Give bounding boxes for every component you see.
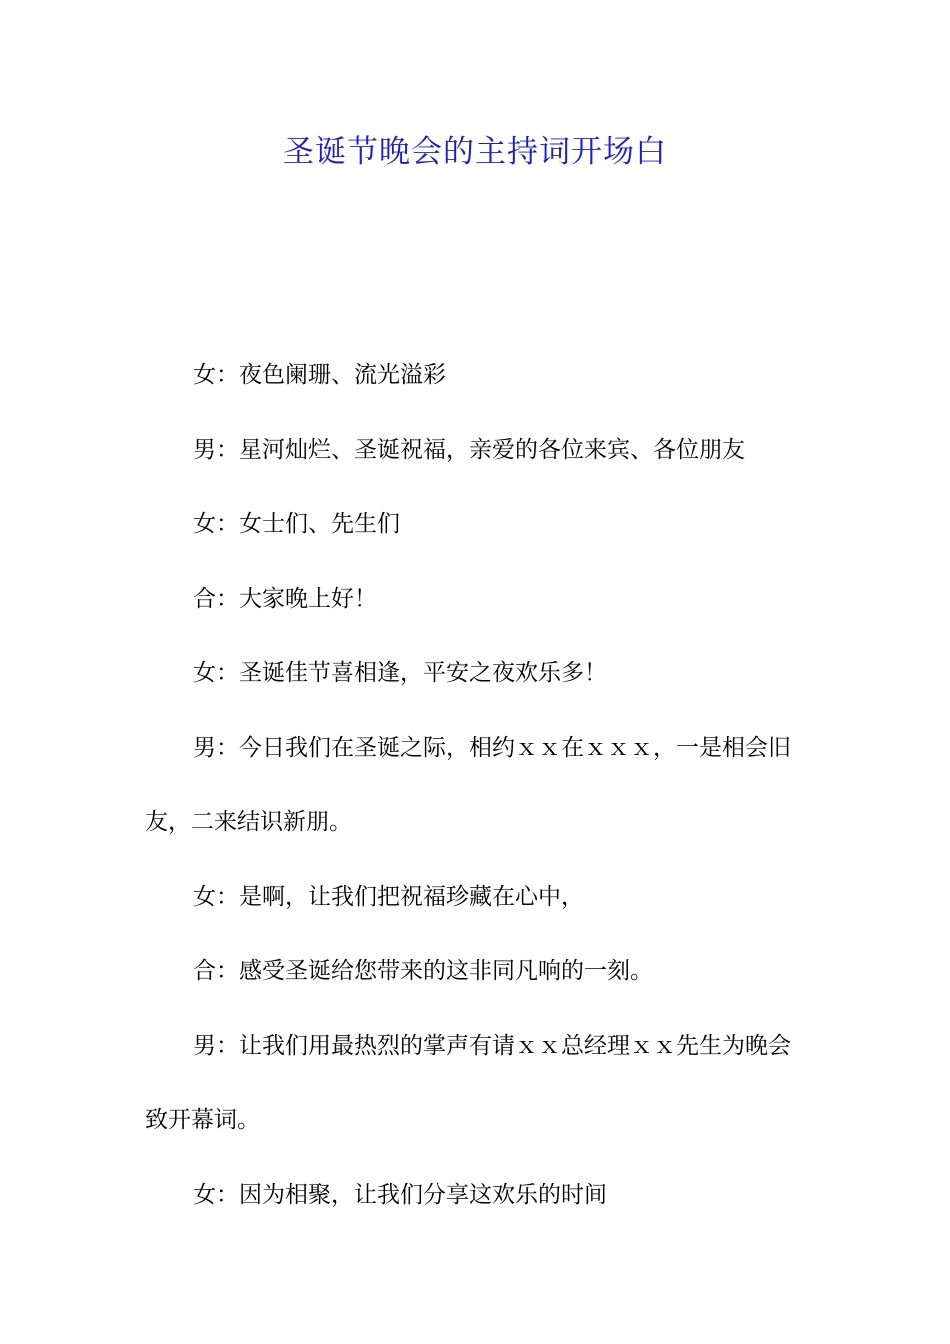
paragraph: 女：因为相聚，让我们分享这欢乐的时间 <box>193 1181 607 1208</box>
paragraph: 合：感受圣诞给您带来的这非同凡响的一刻。 <box>193 958 653 984</box>
paragraph: 女：圣诞佳节喜相逢，平安之夜欢乐多！ <box>193 660 607 686</box>
document-body <box>145 338 810 1232</box>
paragraph: 男：今日我们在圣诞之际，相约ｘｘ在ｘｘｘ，一是相会旧友，二来结识新朋。 <box>145 734 791 835</box>
paragraph: 女：是啊，让我们把祝福珍藏在心中， <box>193 883 584 910</box>
paragraph: 女：女士们、先生们 <box>193 511 400 537</box>
paragraph: 女：夜色阑珊、流光溢彩 <box>193 362 446 388</box>
paragraph: 男：星河灿烂、圣诞祝福，亲爱的各位来宾、各位朋友 <box>193 436 745 463</box>
document-title: 圣诞节晚会的主持词开场白 <box>283 134 667 170</box>
paragraph: 男：让我们用最热烈的掌声有请ｘｘ总经理ｘｘ先生为晚会致开幕词。 <box>145 1032 791 1133</box>
paragraph: 合：大家晚上好！ <box>193 585 377 612</box>
